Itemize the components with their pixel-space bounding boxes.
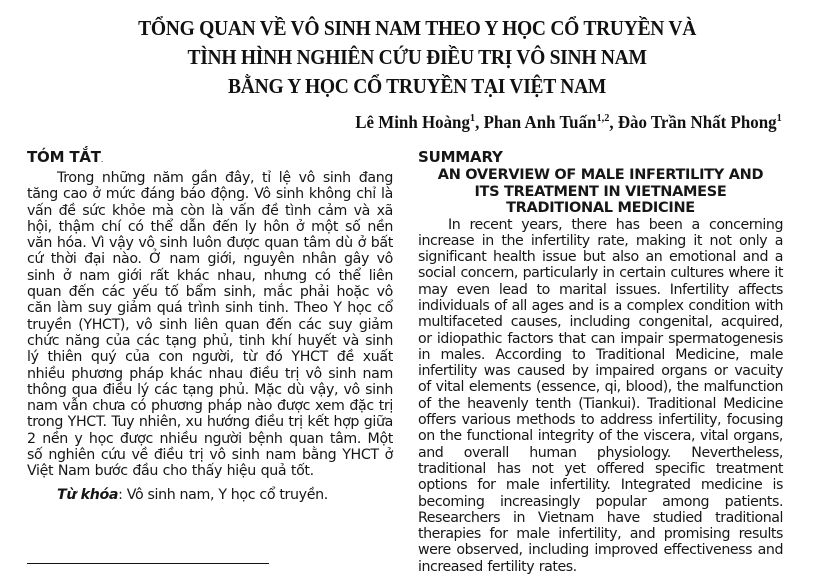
keywords-label: Từ khóa [57,486,119,503]
author-affiliation: 1,2 [596,112,610,124]
paper-title [29,14,805,101]
abstract-text-en: In recent years, there has been a concerning increase in the infertility rate, making it not only a significant health issue but also an emotional and a social concern, particularly in certain cultures where it may even lead to marital issues. Infertility affects individuals of all ages and is a complex condition with multifaceted causes, including congenital, acquired, or idiopathic factors that can impair spermatogenesis in males. According to Traditional Medicine, male infertility was caused by impaired organs or vacuity of vital elements (essence, qi, blood), the malfunction of the heavenly tenth (Tiankui). Traditional Medicine offers various methods to address infertility, focusing on the functional integrity of the viscera, vital organs, and overall human physiology. Nevertheless, traditional has not yet offered specific treatment options for male infertility. Integrated medicine is becoming increasingly popular among patients. Researchers in Vietnam have studied traditional therapies for male infertility, and promising results were observed, including improved effectiveness and increased fertility rates. [418,216,783,575]
abstract-english [418,148,783,575]
author-separator: , [475,112,484,132]
section-heading-tom-tat [27,148,393,169]
author-list [355,110,782,137]
keywords-line [27,487,393,503]
keywords-value: Vô sinh nam, Y học cổ truyền. [126,486,328,503]
author-name: Phan Anh Tuấn [483,112,597,132]
abstract-body-en [418,217,783,575]
english-title-line-2: ITS TREATMENT IN VIETNAMESE [474,183,727,200]
abstract-vietnamese [27,148,393,503]
author-name: Đào Trần Nhất Phong [618,112,777,132]
abstract-text-vi: Trong những năm gần đây, tỉ lệ vô sinh đang tăng cao ở mức đáng báo động. Vô sinh không chỉ là vấn đề sức khỏe mà còn là vấn đề tình cảm và xã hội, thậm chí có thể dẫn đến ly hôn ở một số nền văn hóa. Vì vậy vô sinh luôn được quan tâm dù ở bất cứ thời đại nào. Ở nam giới, nguyên nhân gây vô sinh ở nam giới rất khác nhau, nhưng có thể liên quan đến các yếu tố bẩm sinh, mắc phải hoặc vô căn làm suy giảm quá trình sinh tinh. Theo Y học cổ truyền (YHCT), vô sinh liên quan đến các suy giảm chức năng của các tạng phủ, tinh khí huyết và sinh lý thiên quý của con người, từ đó YHCT đề xuất nhiều phương pháp khác nhau điều trị vô sinh nam thông qua điều lý các tạng phủ. Mặc dù vậy, vô sinh nam vẫn chưa có phương pháp nào được xem đặc trị trong YHCT. Tuy nhiên, xu hướng điều trị kết hợp giữa 2 nền y học được nhiều người bệnh quan tâm. Một số nghiên cứu về điều trị vô sinh nam bằng YHCT ở Việt Nam bước đầu cho thấy hiệu quả tốt. [27,170,393,480]
english-title-line-1: AN OVERVIEW OF MALE INFERTILITY AND [437,167,764,183]
heading-text: TÓM TẮT [27,148,101,166]
keywords-separator: : [118,486,127,503]
section-heading-summary: SUMMARY [418,148,503,166]
heading-dot: . [100,155,104,164]
title-line-1: TỔNG QUAN VỀ VÔ SINH NAM THEO Y HỌC CỔ TRUYỀN VÀ [138,16,697,40]
title-line-3: BẰNG Y HỌC CỔ TRUYỀN TẠI VIỆT NAM [228,74,607,98]
footnote-divider [27,563,269,564]
title-line-2: TÌNH HÌNH NGHIÊN CỨU ĐIỀU TRỊ VÔ SINH NAM [187,45,647,69]
english-title-line-3: TRADITIONAL MEDICINE [506,200,695,216]
author-affiliation: 1 [470,112,476,124]
abstract-body-vi [27,170,393,480]
author-separator: , [609,112,619,132]
english-title [418,167,783,217]
author-name: Lê Minh Hoàng [355,112,471,132]
author-affiliation: 1 [776,112,782,124]
